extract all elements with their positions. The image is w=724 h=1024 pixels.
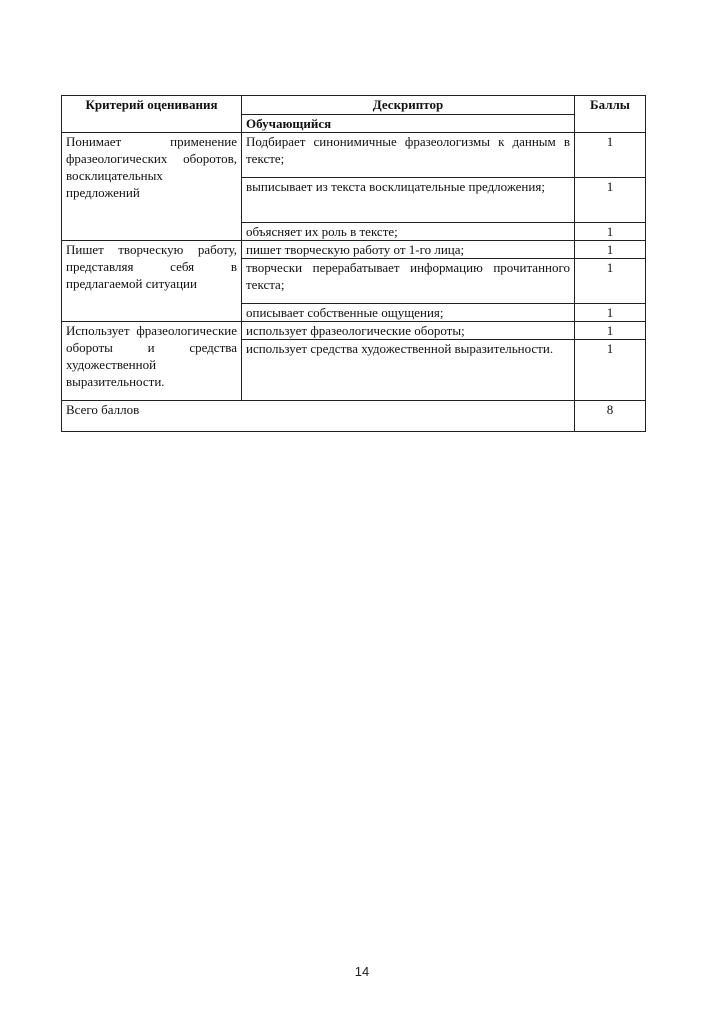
page-number: 14	[354, 964, 370, 979]
descriptor-cell: пишет творческую работу от 1-го лица;	[242, 241, 575, 259]
table-row	[62, 322, 646, 340]
criterion-cell: Понимает применение фразеологических оборотов, восклицательных предложений	[62, 133, 242, 241]
descriptor-cell: выписывает из текста восклицательные предложения;	[242, 178, 575, 223]
points-cell: 1	[575, 304, 646, 322]
descriptor-cell: использует средства художественной выразительности.	[242, 340, 575, 401]
points-cell: 1	[575, 340, 646, 401]
table-row	[62, 241, 646, 259]
descriptor-cell: объясняет их роль в тексте;	[242, 223, 575, 241]
descriptor-cell: использует фразеологические обороты;	[242, 322, 575, 340]
header-criterion: Критерий оценивания	[62, 96, 242, 133]
criterion-cell: Использует фразеологические обороты и средства художественной выразительности.	[62, 322, 242, 401]
header-points: Баллы	[575, 96, 646, 133]
points-cell: 1	[575, 259, 646, 304]
points-cell: 1	[575, 133, 646, 178]
table-header-row	[62, 96, 646, 115]
table-row	[62, 133, 646, 178]
points-cell: 1	[575, 322, 646, 340]
header-descriptor: Дескриптор	[242, 96, 575, 115]
points-cell: 1	[575, 178, 646, 223]
criterion-cell: Пишет творческую работу, представляя себя в предлагаемой ситуации	[62, 241, 242, 322]
descriptor-cell: описывает собственные ощущения;	[242, 304, 575, 322]
descriptor-cell: Подбирает синонимичные фразеологизмы к данным в тексте;	[242, 133, 575, 178]
points-cell: 1	[575, 223, 646, 241]
descriptor-cell: творчески перерабатывает информацию прочитанного текста;	[242, 259, 575, 304]
total-row	[62, 401, 646, 432]
points-cell: 1	[575, 241, 646, 259]
assessment-rubric-table	[61, 95, 646, 432]
learner-label: Обучающийся	[242, 115, 575, 133]
total-label: Всего баллов	[62, 401, 575, 432]
total-value: 8	[575, 401, 646, 432]
